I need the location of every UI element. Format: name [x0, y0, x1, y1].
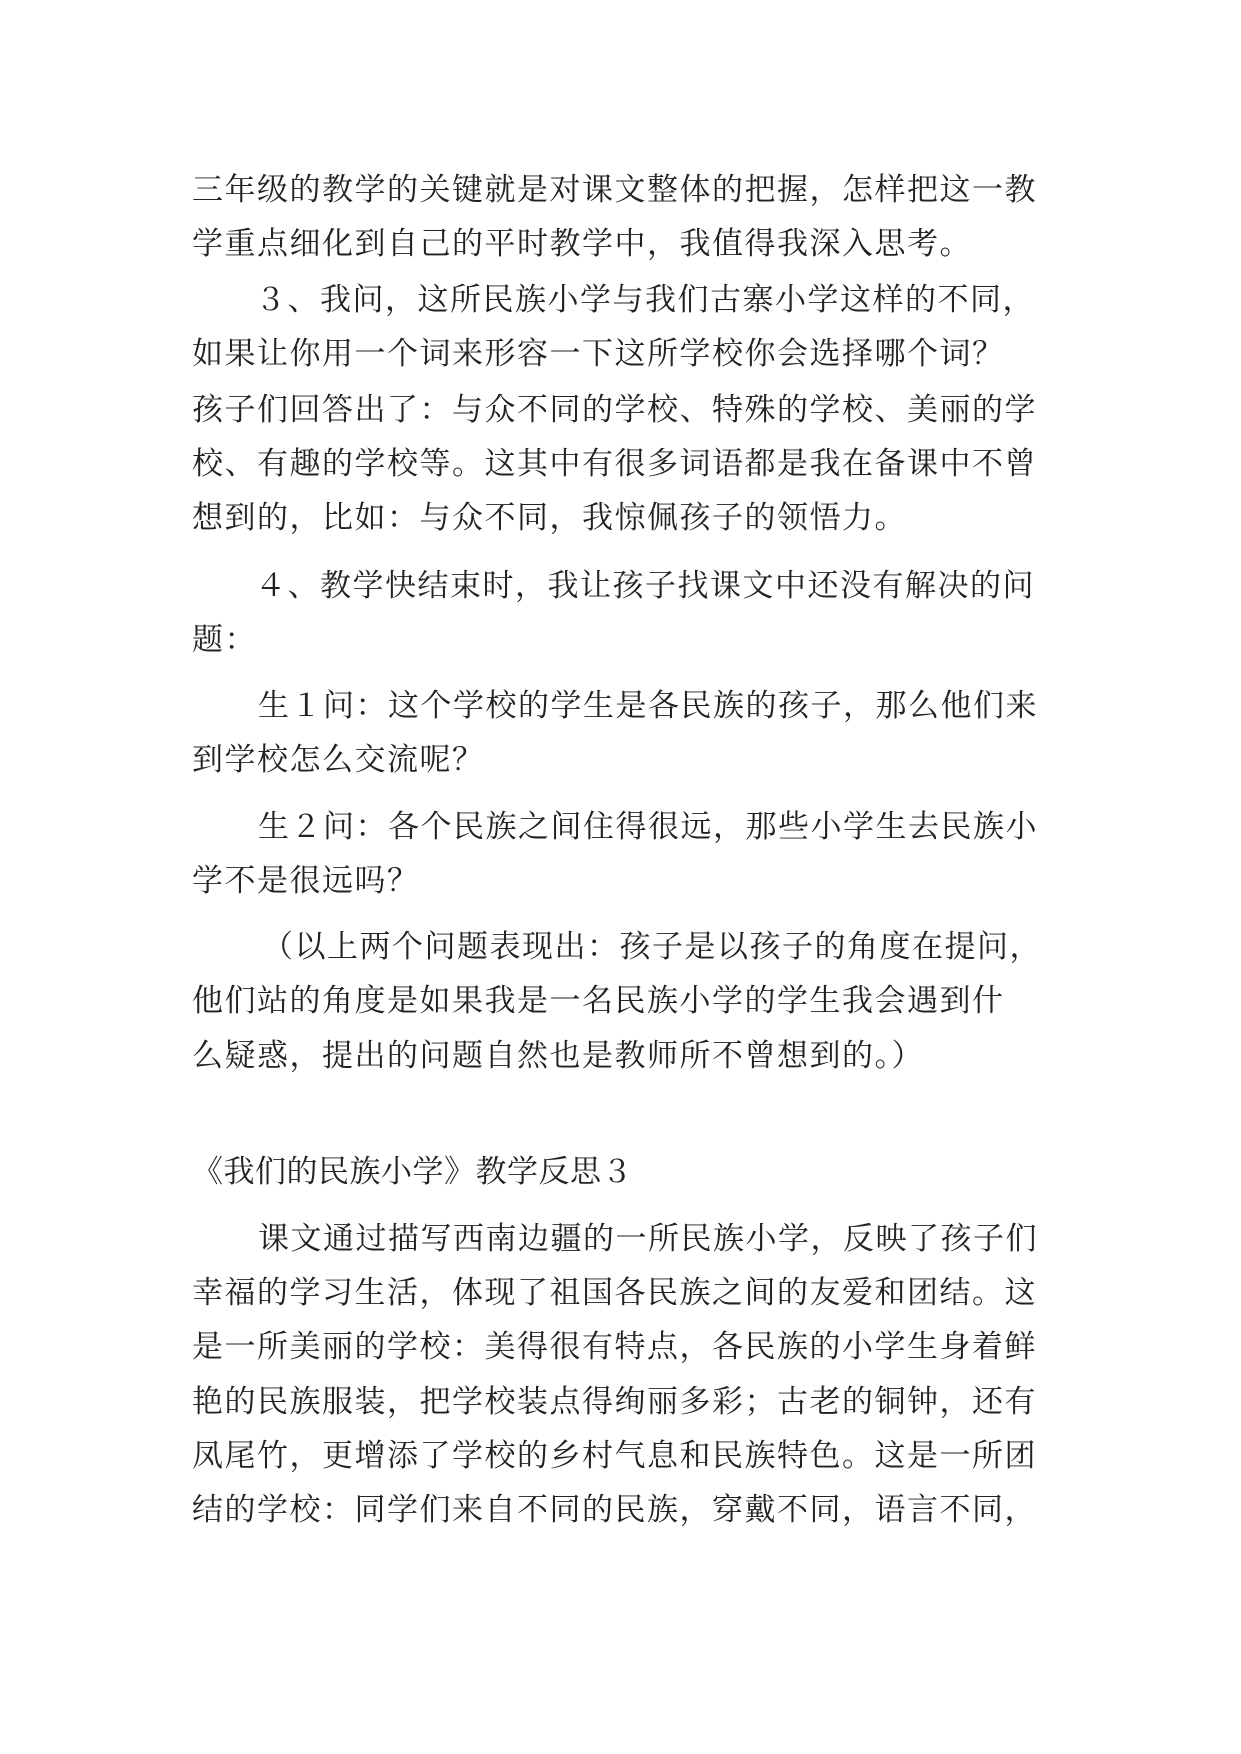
text-line: 么疑惑，提出的问题自然也是教师所不曾想到的。） — [192, 1038, 924, 1074]
text-line: 题： — [192, 622, 257, 658]
text-line: ４、教学快结束时，我让孩子找课文中还没有解决的问 — [255, 568, 1035, 604]
text-line: 到学校怎么交流呢？ — [192, 742, 485, 778]
text-line: 孩子们回答出了：与众不同的学校、特殊的学校、美丽的学 — [192, 392, 1037, 428]
text-line: 如果让你用一个词来形容一下这所学校你会选择哪个词？ — [192, 336, 1005, 372]
text-line: 艳的民族服装，把学校装点得绚丽多彩；古老的铜钟，还有 — [192, 1384, 1037, 1420]
text-line: 学重点细化到自己的平时教学中，我值得我深入思考。 — [192, 226, 972, 262]
text-line: 校、有趣的学校等。这其中有很多词语都是我在备课中不曾 — [192, 446, 1037, 482]
text-line: 学不是很远吗？ — [192, 863, 420, 899]
section-heading: 《我们的民族小学》教学反思３ — [192, 1154, 633, 1190]
text-line: 幸福的学习生活，体现了祖国各民族之间的友爱和团结。这 — [192, 1275, 1037, 1311]
text-line: 生１问：这个学校的学生是各民族的孩子，那么他们来 — [258, 688, 1038, 724]
text-line: 结的学校：同学们来自不同的民族，穿戴不同，语言不同， — [192, 1492, 1037, 1528]
text-line: （以上两个问题表现出：孩子是以孩子的角度在提问， — [262, 929, 1042, 965]
text-line: ３、我问，这所民族小学与我们古寨小学这样的不同， — [255, 282, 1035, 318]
text-line: 他们站的角度是如果我是一名民族小学的学生我会遇到什 — [192, 983, 1005, 1019]
text-line: 是一所美丽的学校：美得很有特点，各民族的小学生身着鲜 — [192, 1329, 1037, 1365]
text-line: 想到的，比如：与众不同，我惊佩孩子的领悟力。 — [192, 500, 907, 536]
text-line: 凤尾竹，更增添了学校的乡村气息和民族特色。这是一所团 — [192, 1438, 1037, 1474]
text-line: 课文通过描写西南边疆的一所民族小学，反映了孩子们 — [258, 1221, 1038, 1257]
text-line: 生２问：各个民族之间住得很远，那些小学生去民族小 — [258, 809, 1038, 845]
text-line: 三年级的教学的关键就是对课文整体的把握，怎样把这一教 — [192, 172, 1037, 208]
